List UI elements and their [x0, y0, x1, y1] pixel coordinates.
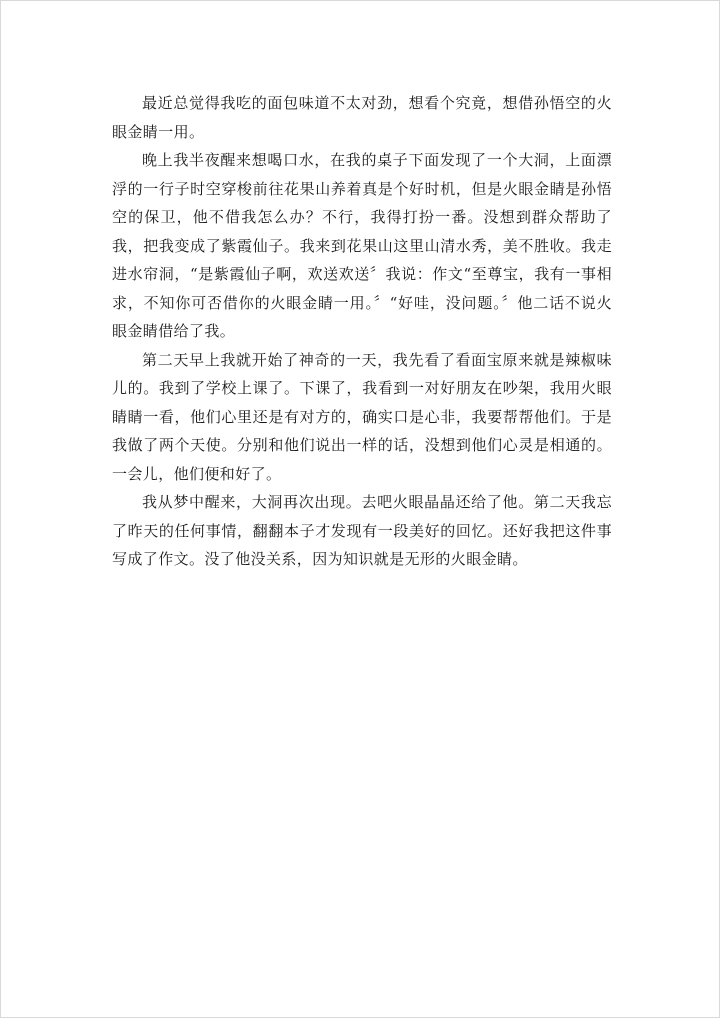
paragraph-3: 第二天早上我就开始了神奇的一天，我先看了看面宝原来就是辣椒味儿的。我到了学校上课了。下课了，我看到一对好朋友在吵架，我用火眼睛睛一看，他们心里还是有对方的，确实口是心非，我要帮帮他们。于是我做了两个天使。分别和他们说出一样的话，没想到他们心灵是相通的。一会儿，他们便和好了。 [112, 350, 612, 483]
document-body [112, 89, 612, 574]
paragraph-4: 我从梦中醒来，大洞再次出现。去吧火眼晶晶还给了他。第二天我忘了昨天的任何事情，翻翻本子才发现有一段美好的回忆。还好我把这件事写成了作文。没了他没关系，因为知识就是无形的火眼金睛。 [112, 493, 612, 568]
paragraph-2: 晚上我半夜醒来想喝口水，在我的桌子下面发现了一个大洞，上面漂浮的一行子时空穿梭前往花果山养着真是个好时机，但是火眼金睛是孙悟空的保卫，他不借我怎么办？不行，我得打扮一番。没想到群众帮助了我，把我变成了紫霞仙子。我来到花果山这里山清水秀，美不胜收。我走进水帘洞，“是紫霞仙子啊，欢送欢送〞我说：作文“至尊宝，我有一事相求，不知你可否借你的火眼金睛一用。〞“好哇，没问题。〞他二话不说火眼金睛借给了我。 [112, 151, 612, 340]
paragraph-1: 最近总觉得我吃的面包味道不太对劲，想看个究竟，想借孙悟空的火眼金睛一用。 [112, 94, 612, 141]
